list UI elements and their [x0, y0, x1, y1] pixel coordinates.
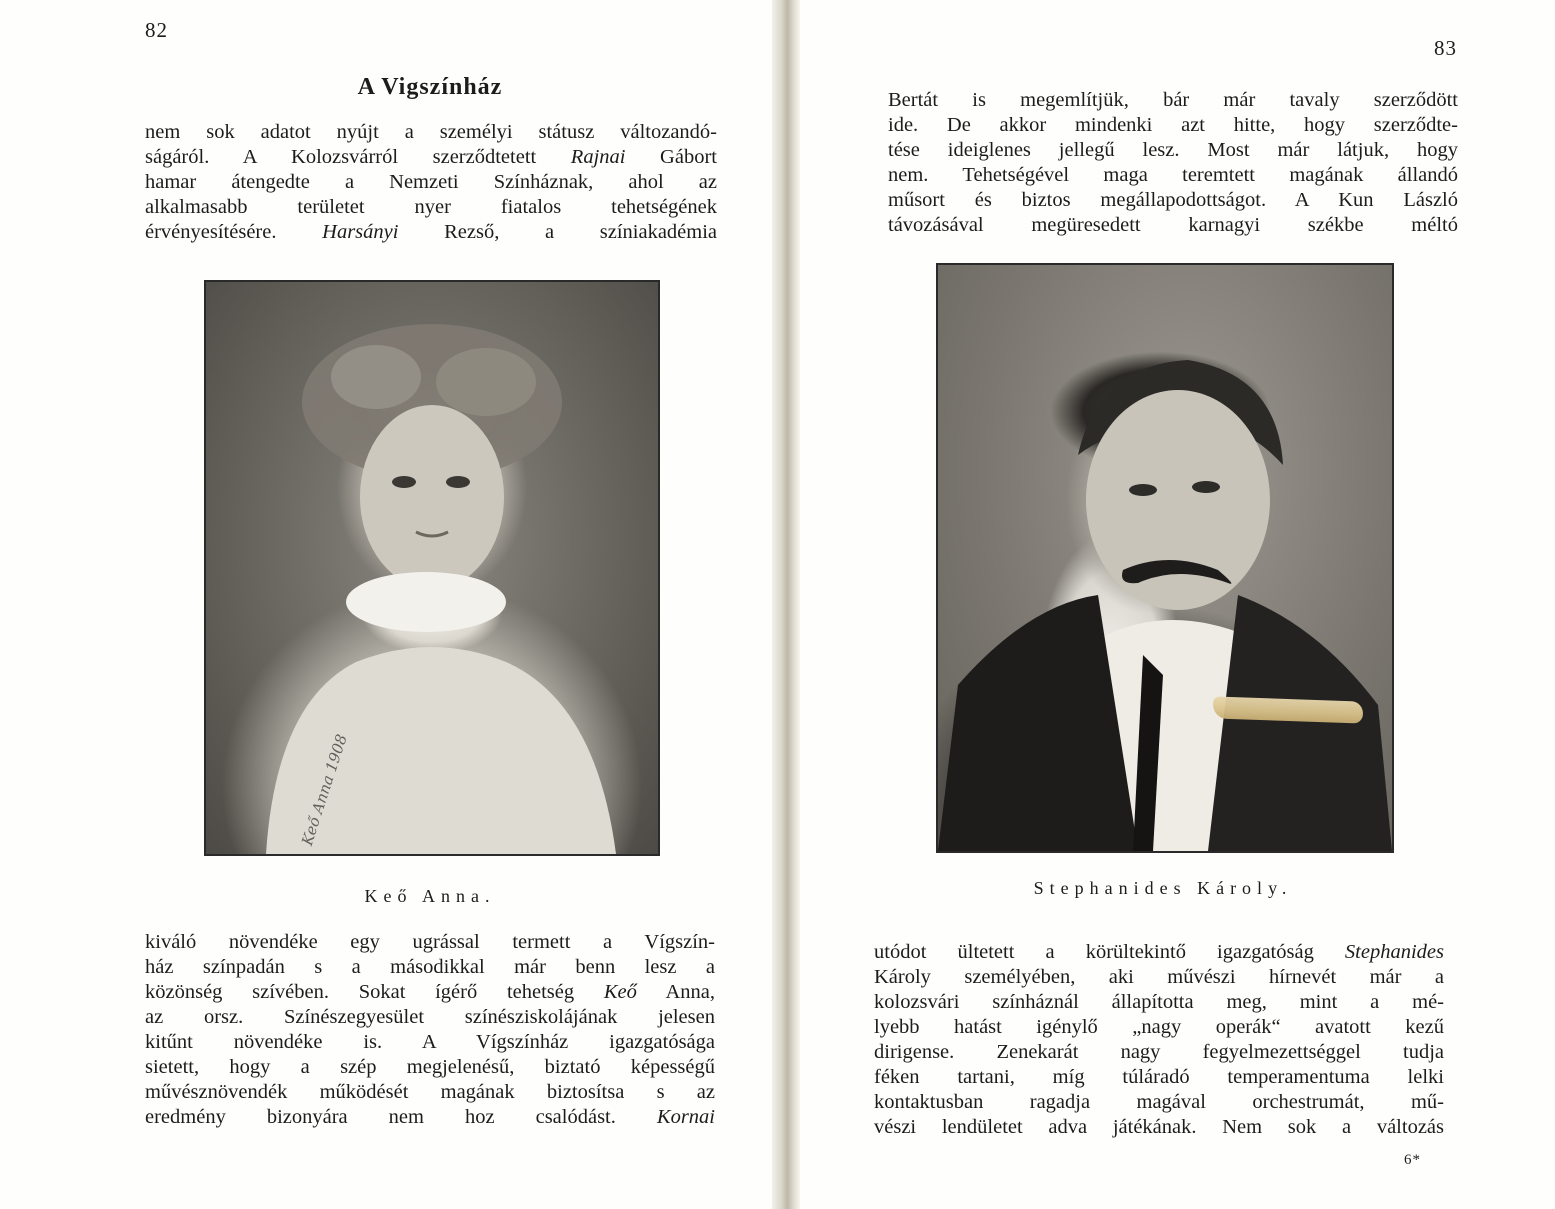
text-line: hamar átengedte a Nemzeti Színháznak, ahol az: [145, 171, 717, 193]
text-line: nem. Tehetségével maga teremtett magának állandó: [888, 164, 1458, 186]
text-line: kolozsvári színháznál állapította meg, mint a mé-: [874, 991, 1444, 1013]
left-page-number: 82: [145, 18, 168, 42]
portrait-illustration: [938, 265, 1392, 851]
handwritten-signature: Keő Anna 1908: [298, 732, 351, 848]
text-line: sietett, hogy a szép megjelenésű, biztató képességű: [145, 1056, 715, 1078]
italic-name: Keő: [603, 981, 637, 1003]
photo-caption-stephanides-karoly: Stephanides Károly.: [1033, 878, 1293, 898]
text-line: távozásával megüresedett karnagyi székbe méltó: [888, 214, 1458, 236]
left-bottom-paragraph: [145, 930, 715, 1130]
text-line: kontaktusban ragadja magával orchestrumát, mű-: [874, 1091, 1444, 1113]
text-line: nem sok adatot nyújt a személyi státusz változandó-: [145, 121, 717, 143]
text-line: kitűnt növendéke is. A Vígszínház igazgatósága: [145, 1031, 715, 1053]
text-line: ide. De akkor mindenki azt hitte, hogy szerződte-: [888, 114, 1458, 136]
text-line: lyebb hatást igénylő „nagy operák“ avatott kezű: [874, 1016, 1444, 1038]
printer-signature-mark: 6*: [1404, 1152, 1421, 1168]
right-bottom-paragraph: [874, 940, 1444, 1140]
italic-name: Kornai: [656, 1106, 715, 1128]
text-line: ház színpadán s a másodikkal már benn lesz a: [145, 956, 715, 978]
left-top-paragraph: [145, 120, 717, 245]
text-line: dirigense. Zenekarát nagy fegyelmezettséggel tudja: [874, 1041, 1444, 1063]
portrait-illustration: [206, 282, 658, 854]
text-line: eredmény bizonyára nem hoz csalódást. Kornai: [145, 1106, 715, 1128]
text-line: műsort és biztos megállapodottságot. A Kun László: [888, 189, 1458, 211]
photo-caption-keo-anna: Keő Anna.: [364, 886, 496, 906]
chapter-heading: A Vigszínház: [357, 74, 503, 100]
book-gutter: [772, 0, 800, 1209]
italic-name: Rajnai: [570, 146, 626, 168]
right-top-paragraph: [888, 88, 1458, 238]
text-line: utódot ültetett a körültekintő igazgatóság Stephanides: [874, 941, 1444, 963]
text-line: Bertát is megemlítjük, bár már tavaly szerződött: [888, 89, 1458, 111]
text-line: az orsz. Színészegyesület színésziskolájának jelesen: [145, 1006, 715, 1028]
text-line: érvényesítésére. Harsányi Rezső, a színiakadémia: [145, 221, 718, 243]
portrait-photo-keo-anna: [204, 280, 660, 856]
portrait-photo-stephanides-karoly: [936, 263, 1394, 853]
text-line: kiváló növendéke egy ugrással termett a Vígszín-: [145, 931, 715, 953]
text-line: tése ideiglenes jellegű lesz. Most már látjuk, hogy: [888, 139, 1458, 161]
italic-name: Harsányi: [322, 221, 399, 243]
text-line: alkalmasabb területet nyer fiatalos tehetségének: [145, 196, 717, 218]
text-line: ságáról. A Kolozsvárról szerződtetett Rajnai Gábort: [145, 146, 717, 168]
text-line: vészi lendületet adva játékának. Nem sok a változás: [874, 1116, 1444, 1138]
text-line: művésznövendék működését magának biztosítsa s az: [145, 1081, 715, 1103]
text-line: Károly személyében, aki művészi hírnevét már a: [874, 966, 1444, 988]
text-line: féken tartani, míg túláradó temperamentuma lelki: [874, 1066, 1444, 1088]
text-line: közönség szívében. Sokat ígérő tehetség Keő Anna,: [145, 981, 715, 1003]
italic-name: Stephanides: [1344, 941, 1444, 963]
left-page: [0, 0, 772, 1209]
right-page-number: 83: [1434, 36, 1457, 60]
